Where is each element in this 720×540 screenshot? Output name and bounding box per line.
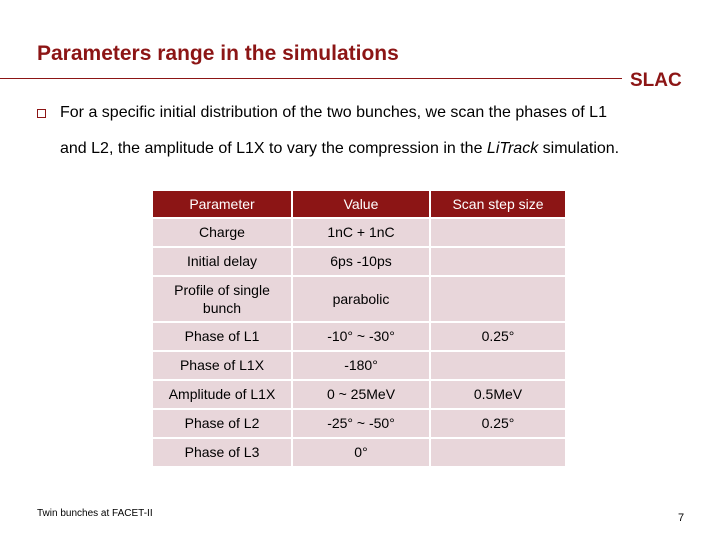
table-cell-value: 0° [293, 439, 429, 466]
table-cell-value: -180° [293, 352, 429, 379]
slac-logo [630, 69, 686, 89]
bullet-text-pre: and L2, the amplitude of L1X to vary the compression in the [60, 140, 487, 157]
table-cell-value: -25° ~ -50° [293, 410, 429, 437]
bullet-text-line1: For a specific initial distribution of the two bunches, we scan the phases of L1 [60, 104, 607, 121]
bullet-text-line2 [60, 140, 619, 158]
bullet-text-post: simulation. [538, 140, 620, 157]
logo-text: SLAC [630, 70, 682, 89]
table-cell-step [431, 277, 565, 321]
table-cell-step: 0.25° [431, 323, 565, 350]
bullet-text-italic: LiTrack [486, 140, 539, 157]
table-cell-parameter: Charge [153, 219, 291, 246]
table-cell-parameter: Phase of L2 [153, 410, 291, 437]
table-cell-parameter: Initial delay [153, 248, 291, 275]
header-step: Scan step size [431, 191, 565, 217]
page-number: 7 [678, 512, 685, 524]
title-rule [0, 78, 622, 79]
header-parameter: Parameter [153, 191, 291, 217]
table-cell-value: 0 ~ 25MeV [293, 381, 429, 408]
table-cell-step [431, 248, 565, 275]
table-cell-value: parabolic [293, 277, 429, 321]
bullet-box-icon [37, 109, 46, 118]
table-cell-step [431, 352, 565, 379]
table-cell-parameter: Profile of single bunch [153, 277, 291, 321]
table-cell-parameter: Phase of L3 [153, 439, 291, 466]
table-cell-step [431, 439, 565, 466]
table-cell-step: 0.5MeV [431, 381, 565, 408]
table-cell-value: 1nC + 1nC [293, 219, 429, 246]
table-cell-value: 6ps -10ps [293, 248, 429, 275]
table-cell-value: -10° ~ -30° [293, 323, 429, 350]
table-cell-step: 0.25° [431, 410, 565, 437]
table-cell-parameter: Amplitude of L1X [153, 381, 291, 408]
footer-text: Twin bunches at FACET-II [37, 508, 153, 519]
table-cell-step [431, 219, 565, 246]
table-cell-parameter: Phase of L1 [153, 323, 291, 350]
header-value: Value [293, 191, 429, 217]
table-cell-parameter: Phase of L1X [153, 352, 291, 379]
slide-title: Parameters range in the simulations [37, 42, 399, 65]
